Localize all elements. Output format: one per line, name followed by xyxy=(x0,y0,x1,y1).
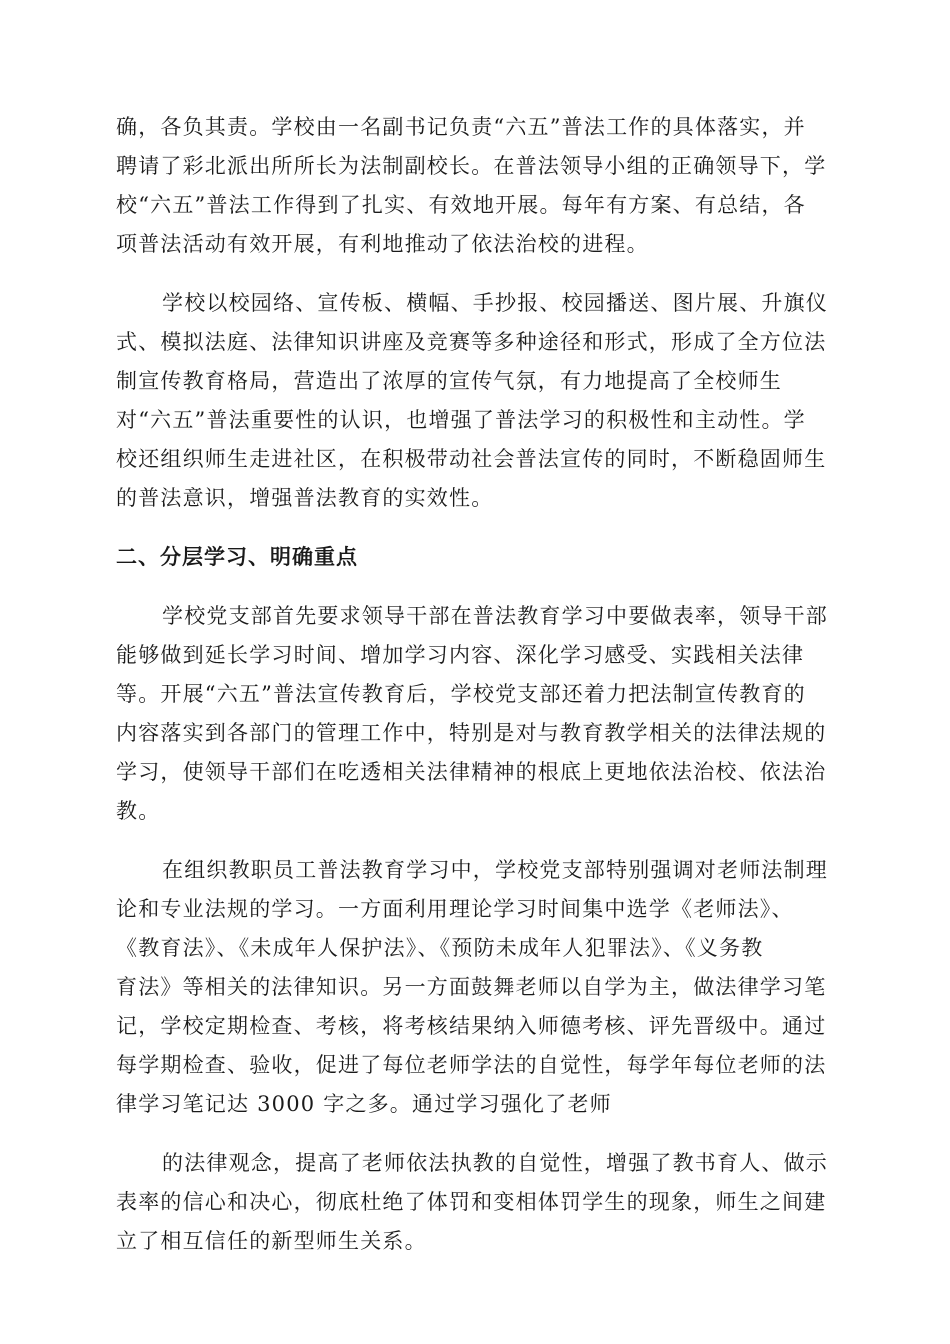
paragraph-3 xyxy=(116,597,836,831)
paragraph-line: 能够做到延长学习时间、增加学习内容、深化学习感受、实践相关法律 xyxy=(116,643,805,667)
paragraph-line: 在组织教职员工普法教育学习中，学校党支部特别强调对老师法制理 xyxy=(162,858,828,882)
paragraph-line: 式、模拟法庭、法律知识讲座及竞赛等多种途径和形式，形成了全方位法 xyxy=(116,330,827,354)
paragraph-1 xyxy=(116,108,836,264)
paragraph-line: 立了相互信任的新型师生关系。 xyxy=(116,1229,427,1253)
paragraph-5 xyxy=(116,1144,836,1261)
paragraph-line: 记，学校定期检查、考核，将考核结果纳入师德考核、评先晋级中。通过 xyxy=(116,1014,827,1038)
paragraph-2 xyxy=(116,284,836,518)
paragraph-line: 内容落实到各部门的管理工作中，特别是对与教育教学相关的法律法规的 xyxy=(116,721,827,745)
paragraph-line: 制宣传教育格局，营造出了浓厚的宣传气氛，有力地提高了全校师生 xyxy=(116,369,782,393)
paragraph-line: 论和专业法规的学习。一方面利用理论学习时间集中选学《老师法》、 xyxy=(116,897,794,921)
paragraph-line: 的普法意识，增强普法教育的实效性。 xyxy=(116,486,494,510)
paragraph-line: 确，各负其责。学校由一名副书记负责“六五”普法工作的具体落实，并 xyxy=(116,115,806,139)
paragraph-line: 学校党支部首先要求领导干部在普法教育学习中要做表率，领导干部 xyxy=(162,604,828,628)
paragraph-gap xyxy=(116,1124,836,1144)
paragraph-line: 学校以校园络、宣传板、横幅、手抄报、校园播送、图片展、升旗仪 xyxy=(162,291,828,315)
paragraph-line: 《教育法》、《未成年人保护法》、《预防未成年人犯罪法》、《义务教 xyxy=(116,936,764,960)
paragraph-gap xyxy=(116,264,836,284)
paragraph-line: 项普法活动有效开展，有利地推动了依法治校的进程。 xyxy=(116,232,649,256)
paragraph-line: 校还组织师生走进社区，在积极带动社会普法宣传的同时，不断稳固师生 xyxy=(116,447,827,471)
paragraph-line: 育法》等相关的法律知识。另一方面鼓舞老师以自学为主，做法律学习笔 xyxy=(116,975,827,999)
paragraph-gap xyxy=(116,518,836,538)
paragraph-line: 表率的信心和决心，彻底杜绝了体罚和变相体罚学生的现象，师生之间建 xyxy=(116,1190,827,1214)
paragraph-gap xyxy=(116,831,836,851)
paragraph-4 xyxy=(116,851,836,1124)
paragraph-gap xyxy=(116,577,836,597)
document-body xyxy=(116,108,836,1261)
paragraph-line: 律学习笔记达 3000 字之多。通过学习强化了老师 xyxy=(116,1092,612,1116)
paragraph-line: 对“六五”普法重要性的认识，也增强了普法学习的积极性和主动性。学 xyxy=(116,408,806,432)
paragraph-line: 教。 xyxy=(116,799,161,823)
paragraph-line: 等。开展“六五”普法宣传教育后，学校党支部还着力把法制宣传教育的 xyxy=(116,682,806,706)
paragraph-line: 校“六五”普法工作得到了扎实、有效地开展。每年有方案、有总结，各 xyxy=(116,193,806,217)
paragraph-line: 的法律观念，提高了老师依法执教的自觉性，增强了教书育人、做示 xyxy=(162,1151,828,1175)
paragraph-line: 每学期检查、验收，促进了每位老师学法的自觉性，每学年每位老师的法 xyxy=(116,1053,827,1077)
paragraph-line: 学习，使领导干部们在吃透相关法律精神的根底上更地依法治校、依法治 xyxy=(116,760,827,784)
section-heading: 二、分层学习、明确重点 xyxy=(116,545,358,569)
paragraph-line: 聘请了彩北派出所所长为法制副校长。在普法领导小组的正确领导下，学 xyxy=(116,154,827,178)
